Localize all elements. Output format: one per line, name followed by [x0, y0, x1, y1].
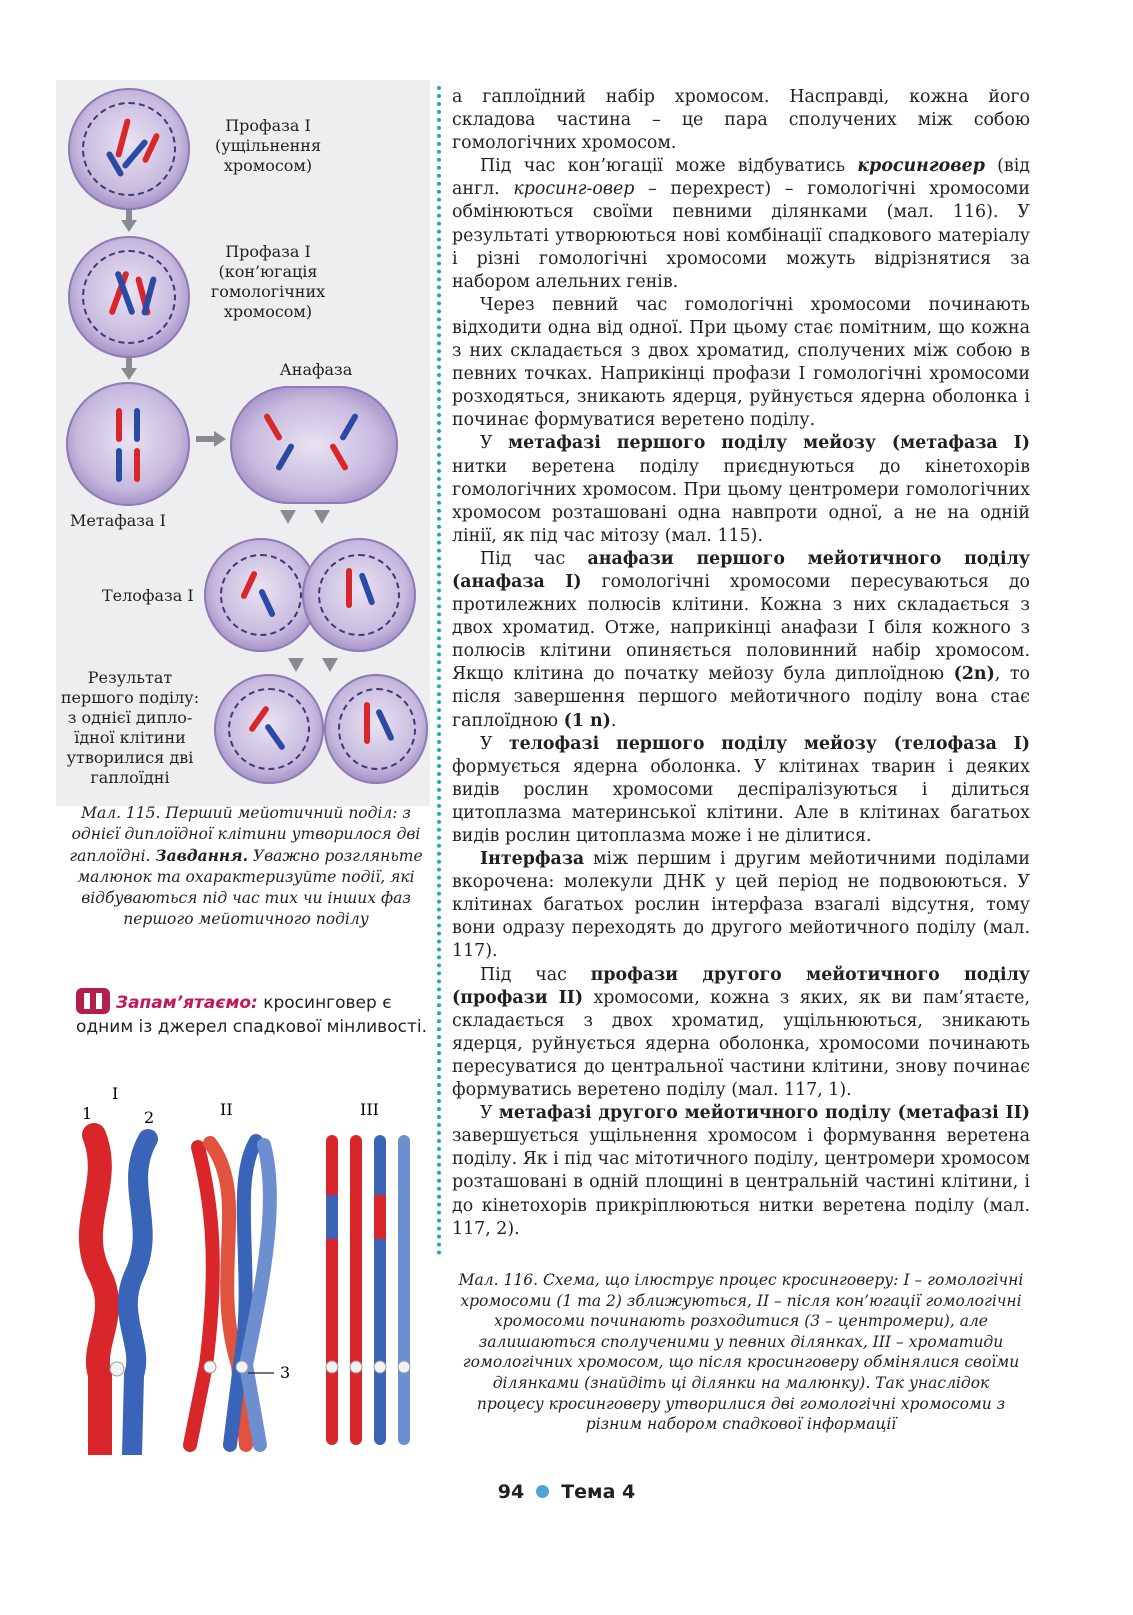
centromere — [398, 1361, 410, 1373]
centromere — [110, 1362, 124, 1376]
cell-metaphase-1 — [66, 382, 190, 506]
paragraph — [452, 964, 1030, 1103]
label-telophase-1: Телофаза І — [102, 586, 194, 605]
paragraph-text: між першим і другим мейотичними поділами вкорочена: молекули ДНК у цей період не подвоюються. У клітинах багатьох рослин інтерфаза взагалі відсутня, тому вони одразу переходять до другого мейотичного поділу (мал. 117). — [452, 849, 1030, 962]
arrow-stem — [126, 210, 132, 220]
centromere — [236, 1361, 248, 1373]
figure-116 — [60, 1075, 430, 1455]
term-english: кросинг-овер — [513, 179, 635, 200]
paragraph-text: – перехрест) – гомологічні хромосоми обмінюються своїми певними ділянками (мал. 116). У результаті утворюються нові комбінації спадкового матеріалу і різні гомологічні хромосоми можуть відрізнятися за набором алельних генів. — [452, 179, 1030, 292]
label-number: 2 — [144, 1108, 155, 1127]
crossover-segment — [326, 1195, 338, 1239]
paragraph-text: Під час — [480, 548, 588, 569]
chromosome-blue — [275, 443, 295, 472]
nucleus — [338, 688, 416, 770]
nucleus — [82, 102, 176, 196]
label-result: Результат першого поділу: з однієї дипло- їдної клітини утворилися дві гаплоїдні — [60, 668, 200, 787]
paragraph-text: Під час кон’югації може відбуватись — [480, 156, 858, 177]
centromere — [374, 1361, 386, 1373]
chromosome-red — [263, 413, 283, 442]
chromosome-red — [329, 443, 349, 472]
chromatid-blue — [374, 1135, 386, 1445]
chromosome-red — [134, 448, 140, 482]
paragraph-text: (від англ. — [452, 156, 1030, 200]
paragraph — [452, 155, 1030, 294]
paragraph — [452, 86, 1030, 155]
term-prophase-2: профази другого мейотичного поділу (профази ІІ) — [452, 964, 1030, 1008]
chromosome-blue — [134, 408, 140, 442]
term-diploid: (2n) — [953, 664, 995, 685]
paragraph-text: хромосоми, кожна з яких, як ви пам’ятаєте, складається з двох хроматид, ущільнюються, зникають ядерця, руйнується ядерна оболонка, хромосоми починають пересуватися до центральної частини клітини, знову починає формуватись веретено поділу (мал. 117, 1). — [452, 987, 1031, 1101]
term-metaphase-1: метафазі першого поділу мейозу (метафаза І) — [507, 433, 1030, 454]
cell-prophase-1 — [68, 88, 190, 210]
chromatid-red — [190, 1147, 213, 1445]
cell-anaphase — [230, 386, 398, 504]
figure-116-caption: Мал. 116. Схема, що ілюструє процес кросинговеру: I – гомологічні хромосоми (1 та 2) зближуються, II – після кон’югації гомологічні хромосоми починають розходитися (3 – центромери), але залишаються сполученими у певних ділянках, III – хроматиди гомологічних хромосом, що після кросинговеру обмінялися своїми ділянками (знайдіть ці ділянки на малюнку). Так унаслідок процесу кросинговеру утворилися дві гомологічні хромосоми з різним набором спадкової інформації — [458, 1271, 1024, 1434]
paragraph — [452, 848, 1030, 963]
label-prophase-1-conjugation: Профаза І (кон’югація гомологічних хромосом) — [210, 242, 326, 321]
paragraph — [452, 548, 1030, 733]
paragraph-text: У — [480, 733, 509, 754]
chromatid-red — [350, 1135, 362, 1445]
nucleus — [318, 554, 400, 636]
caption-task-label: Завдання. — [155, 846, 248, 865]
paragraph-text: нитки веретена поділу приєднуються до кінетохорів гомологічних хромосом. При цьому центромери гомологічних хромосом розташовані одна навпроти одної, а не на одній лінії, як під час мітозу (мал. 115). — [452, 456, 1030, 546]
term-metaphase-2: метафазі другого мейотичного поділу (метафазі ІІ) — [498, 1103, 1030, 1124]
paragraph-text: гомологічні хромосоми пересуваються до протилежних полюсів клітини. Кожна з них складається з двох хроматид. Отже, наприкінці анафази І біля кожного з полюсів клітини опиняється половинний набір хромосом. Якщо клітина до початку мейозу була диплоїдною — [452, 571, 1030, 685]
roman-numeral: I — [112, 1084, 119, 1103]
chromosome-red — [364, 702, 370, 744]
crossover-segment — [374, 1195, 386, 1239]
remember-note — [76, 988, 432, 1039]
remember-icon — [76, 988, 110, 1014]
paragraph-text: Під час — [480, 964, 591, 985]
centromere — [326, 1361, 338, 1373]
chromatid-red — [326, 1135, 338, 1445]
arrow-down-icon — [322, 658, 338, 672]
term-interphase: Інтерфаза — [480, 849, 585, 870]
label-number: 1 — [82, 1104, 93, 1123]
chromosome-red — [116, 408, 122, 442]
label-number: 3 — [280, 1363, 291, 1382]
paragraph-text: завершується ущільнення хромосом і формування веретена поділу. Як і під час мітотичного поділу, центромери хромосом розташовані в одній площині в центральній частині клітини, і до кінетохорів прикріплюються нитки веретена поділу (мал. 117, 2). — [452, 1126, 1030, 1239]
label-anaphase: Анафаза — [279, 360, 353, 379]
main-text-column — [452, 86, 1030, 1241]
column-divider — [437, 86, 441, 1256]
paragraph-text: Через певний час гомологічні хромосоми починають відходити одна від одної. При цьому стає помітним, що кожна з них складається з двох хроматид, сполучених між собою в певних точках. Наприкінці профази І гомологічні хромосоми розходяться, зникають ядерця, руйнується ядерна оболонка і починає формуватися веретено поділу. — [452, 294, 1030, 431]
roman-numeral: III — [360, 1100, 379, 1119]
arrow-down-icon — [288, 658, 304, 672]
cell-telophase — [204, 538, 416, 652]
chromatid-blue — [398, 1135, 410, 1445]
label-metaphase-1: Метафаза І — [70, 511, 166, 530]
paragraph — [452, 432, 1030, 547]
paragraph — [452, 733, 1030, 848]
term-anaphase-1: анафази першого мейотичного поділу (анафаза І) — [452, 548, 1030, 592]
chromosome-blue — [128, 1139, 148, 1455]
caption-task-text: Уважно розгляньте малюнок та охарактеризуйте події, які відбуваються під час тих чи інших фаз першого мейотичного поділу — [77, 847, 423, 928]
paragraph — [452, 294, 1030, 433]
figure-115-panel — [56, 80, 430, 806]
arrow-down-icon — [314, 510, 330, 524]
arrow-down-icon — [280, 510, 296, 524]
term-telophase-1: телофазі першого поділу мейозу (телофаза І) — [508, 733, 1030, 754]
chromosome-blue — [116, 448, 122, 482]
remember-title: Запам’ятаємо: — [116, 993, 258, 1013]
label-prophase-1: Профаза І (ущільнення хромосом) — [214, 116, 322, 175]
page-number: 94 — [497, 1481, 525, 1503]
bullet-dot-icon — [536, 1485, 549, 1498]
crossing-over-illustration — [60, 1075, 430, 1455]
topic-label: Тема 4 — [561, 1481, 636, 1503]
term-crossing-over: кросинговер — [857, 156, 985, 177]
cell-prophase-1-conjugation — [68, 236, 190, 358]
chromosome-red — [91, 1135, 107, 1455]
roman-numeral: II — [220, 1100, 233, 1119]
paragraph-text: , то після завершення першого мейотичного поділу вона стає гаплоїдною — [452, 664, 1030, 731]
arrow-stem — [126, 358, 132, 368]
arrow-down-icon — [121, 368, 137, 380]
cell-half-right — [302, 538, 416, 652]
caption-text: Мал. 115. Перший мейотичний поділ: з однієї диплоїдної клітини утворилося дві гаплоїдні. — [69, 804, 421, 865]
paragraph — [452, 1102, 1030, 1241]
paragraph-text: У — [480, 1103, 499, 1124]
term-haploid: (1 n) — [563, 710, 611, 731]
centromere — [204, 1361, 216, 1373]
arrow-right-icon — [196, 436, 216, 442]
paragraph-text: У — [480, 433, 508, 454]
centromere — [350, 1361, 362, 1373]
cell-result-right — [324, 674, 428, 784]
remember-text: кросинговер є одним із джерел спадкової мінливості. — [76, 993, 427, 1037]
figure-115-caption — [66, 803, 426, 930]
arrow-right-head — [214, 431, 226, 447]
chromosome-red — [346, 568, 352, 608]
arrow-down-icon — [121, 220, 137, 232]
cell-half-left — [204, 538, 318, 652]
paragraph-text: . — [610, 710, 617, 731]
chromosome-blue — [339, 413, 359, 442]
paragraph-text: формується ядерна оболонка. У клітинах тварин і деяких видів рослин хромосоми деспіралізуються і ділиться цитоплазма материнської клітини. Але в клітинах багатьох видів рослин цитоплазма може і не ділитися. — [452, 756, 1030, 846]
page-footer — [0, 1481, 1133, 1503]
paragraph-text: а гаплоїдний набір хромосом. Насправді, кожна його складова частина – це пара сполучених між собою гомологічних хромосом. — [452, 87, 1030, 154]
cell-result-left — [214, 674, 324, 784]
